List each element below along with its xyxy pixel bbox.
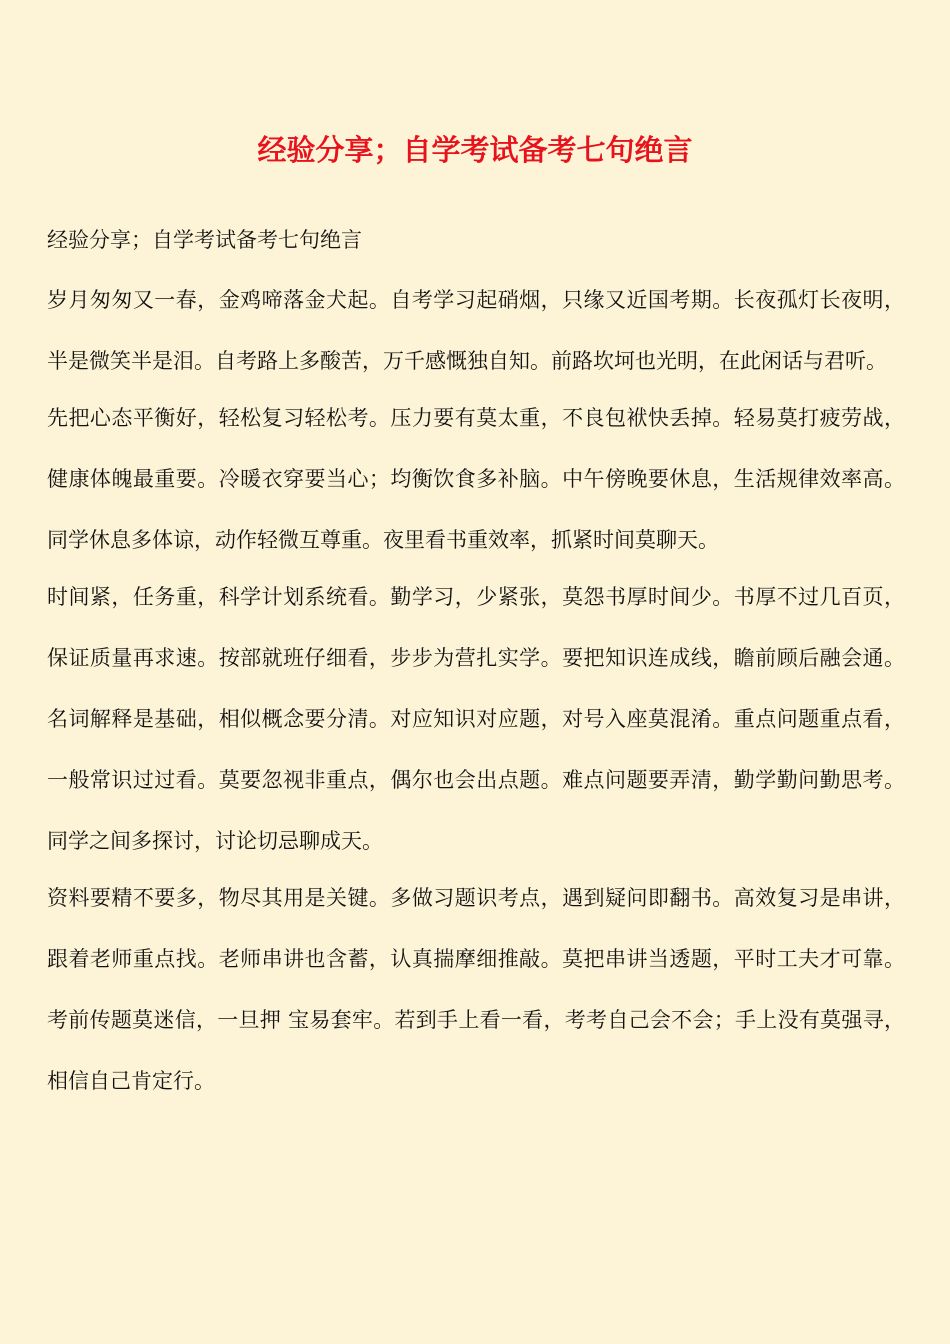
document-body <box>47 223 905 1112</box>
document-title: 经验分享；自学考试备考七句绝言 <box>257 133 693 167</box>
paragraph: 时间紧，任务重，科学计划系统看。勤学习，少紧张，莫怨书厚时间少。书厚不过几百页，保证质量再求速。按部就班仔细看，步步为营扎实学。要把知识连成线，瞻前顾后融会通。名词解释是基础，相似概念要分清。对应知识对应题，对号入座莫混淆。重点问题重点看，一般常识过过看。莫要忽视非重点，偶尔也会出点题。难点问题要弄清，勤学勤问勤思考。同学之间多探讨，讨论切忌聊成天。 <box>47 585 905 853</box>
paragraph: 资料要精不要多，物尽其用是关键。多做习题识考点，遇到疑问即翻书。高效复习是串讲，跟着老师重点找。老师串讲也含蓄，认真揣摩细推敲。莫把串讲当透题，平时工夫才可靠。考前传题莫迷信，一旦押 宝易套牢。若到手上看一看，考考自己会不会；手上没有莫强寻，相信自己肯定行。 <box>47 886 905 1093</box>
paragraph: 先把心态平衡好，轻松复习轻松考。压力要有莫太重，不良包袱快丢掉。轻易莫打疲劳战，健康体魄最重要。冷暖衣穿要当心；均衡饮食多补脑。中午傍晚要休息，生活规律效率高。同学休息多体谅，动作轻微互尊重。夜里看书重效率，抓紧时间莫聊天。 <box>47 406 905 552</box>
paragraph: 岁月匆匆又一春，金鸡啼落金犬起。自考学习起硝烟，只缘又近国考期。长夜孤灯长夜明，半是微笑半是泪。自考路上多酸苦，万千感慨独自知。前路坎坷也光明，在此闲话与君听。 <box>47 288 905 373</box>
document-subtitle: 经验分享；自学考试备考七句绝言 <box>47 228 362 252</box>
